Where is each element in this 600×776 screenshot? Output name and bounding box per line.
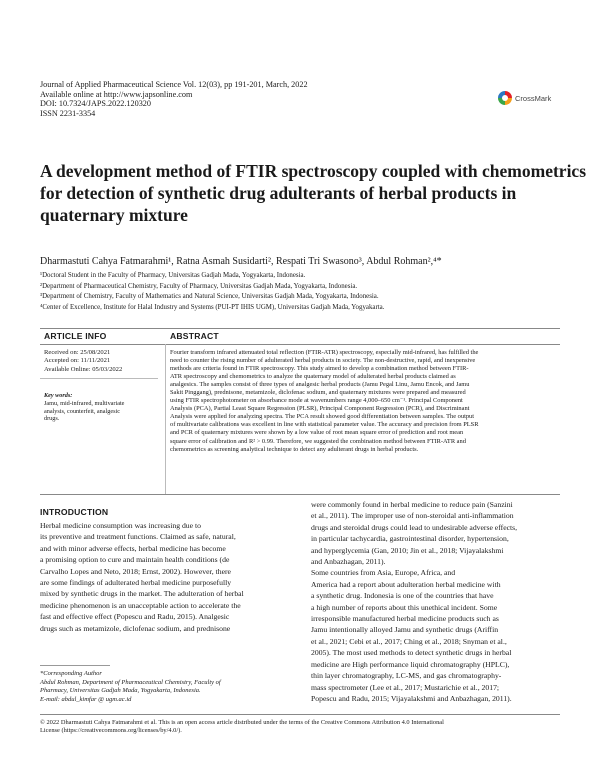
intro-line: mixed by synthetic drugs in the market. The adulteration of herbal — [40, 589, 244, 599]
intro-line: Popescu and Radu, 2015; Vijayalakshmi and Anbazhagan, 2011). — [311, 693, 512, 703]
journal-citation: Journal of Applied Pharmaceutical Science Vol. 12(03), pp 191-201, March, 2022 — [40, 80, 308, 89]
journal-issn: ISSN 2231-3354 — [40, 108, 96, 118]
divider — [40, 714, 560, 715]
intro-right-column — [311, 499, 517, 704]
column-divider — [165, 344, 166, 494]
license-line[interactable]: License (https://creativecommons.org/licenses/by/4.0/). — [40, 727, 182, 735]
intro-line: medicine phenomenon is an unacceptable action to accelerate the — [40, 600, 241, 610]
abstract-line: square error of calibration and R² > 0.99. Therefore, we suggested the combination method between FTIR-ATR and — [170, 437, 466, 445]
intro-line: Carvalho Lopes and Neto, 2018; Ernst, 2002). However, there — [40, 566, 231, 576]
divider — [40, 378, 158, 379]
intro-line: et al., 2021; Cebi et al., 2017; Ching et al., 2018; Snyman et al., — [311, 636, 507, 646]
article-title — [40, 160, 587, 226]
article-dates — [44, 349, 122, 374]
intro-line: medicine are High performance liquid chromatography (HPLC), — [311, 659, 510, 669]
intro-line: its preventive and treatment functions. Claimed as safe, natural, — [40, 532, 236, 542]
intro-line: and with minor adverse effects, herbal medicine has become — [40, 543, 226, 553]
intro-line: Some countries from Asia, Europe, Africa, and — [311, 568, 456, 578]
intro-line: America had a report about adulteration herbal medicine with — [311, 579, 501, 589]
journal-doi[interactable]: DOI: 10.7324/JAPS.2022.120320 — [40, 99, 151, 109]
crossmark-icon — [498, 91, 512, 105]
intro-line: and hyperglycemia (Gan, 2010; Jin et al., 2018; Vijayalakshmi — [311, 545, 504, 555]
abstract-line: and PCR of quaternary mixtures were shown by a low value of root mean square error of prediction and root mean — [170, 429, 464, 437]
license-line: © 2022 Dharmastuti Cahya Fatmarahmi et al. This is an open access article distributed under the terms of the Creative Commons Attribution 4.0 International — [40, 719, 444, 726]
abstract-line: ATR spectroscopy and chemometrics to analyze the quaternary model of adulterated herbal products claimed as — [170, 373, 456, 381]
divider — [40, 328, 560, 329]
corr-line: *Corresponding Author — [40, 670, 102, 677]
abstract-line: of multivariate calibrations was excellent in line with statistical parameter value. The accuracy and precision from PLSR — [170, 421, 479, 429]
affiliation-item: ⁴Center of Excellence, Institute for Halal Industry and Systems (PUI-PT IHIS UGM), Universitas Gadjah Mada, Yogyakarta. — [40, 303, 385, 311]
title-line: A development method of FTIR spectroscopy coupled with chemometrics — [40, 161, 587, 181]
intro-line: thin layer chromatography, LC-MS, and gas chromatography- — [311, 671, 502, 681]
corresponding-author — [40, 670, 221, 704]
intro-left-column — [40, 520, 244, 634]
intro-line: a high number of reports about this unethical incident. Some — [311, 602, 498, 612]
corr-line: Abdul Rohman, Department of Pharmaceutical Chemistry, Faculty of — [40, 678, 221, 686]
keywords-line: analysis, counterfeit, analgesic — [44, 407, 120, 415]
journal-header — [40, 80, 308, 118]
intro-line: a synthetic drug. Indonesia is one of the countries that have — [311, 591, 494, 601]
intro-line: drugs and steroidal drugs could lead to undesirable adverse effects, — [311, 522, 518, 532]
intro-line: drugs such as metamizole, diclofenac sodium, and prednisone — [40, 623, 231, 633]
intro-line: 2005). The most used methods to detect synthetic drugs in herbal — [311, 648, 512, 658]
accepted-date: Accepted on: 11/11/2021 — [44, 357, 111, 365]
corr-line: Pharmacy, Universitas Gadjah Mada, Yogyakarta, Indonesia. — [40, 687, 201, 694]
license-notice — [40, 719, 444, 735]
intro-line: were commonly found in herbal medicine to reduce pain (Sanzini — [311, 500, 513, 509]
author-list: Dharmastuti Cahya Fatmarahmi¹, Ratna Asmah Susidarti², Respati Tri Swasono³, Abdul Rohman²,⁴* — [40, 256, 442, 267]
affiliation-item: ¹Doctoral Student in the Faculty of Pharmacy, Universitas Gadjah Mada, Yogyakarta, Indonesia. — [40, 272, 306, 279]
intro-line: mass spectrometer (Lee et al., 2017; Mustarichie et al., 2017; — [311, 682, 500, 692]
introduction-heading: INTRODUCTION — [40, 507, 109, 517]
online-date: Available Online: 05/03/2022 — [44, 365, 123, 373]
abstract-line: Analysis were applied for analyzing spectra. The PCA result showed good differentiation between samples. The output — [170, 413, 475, 421]
divider — [40, 344, 560, 345]
footnote-rule — [40, 665, 110, 666]
abstract-body — [170, 349, 478, 454]
affiliation-item: ³Department of Chemistry, Faculty of Mathematics and Natural Science, Universitas Gadjah Mada, Yogyakarta, Indonesia. — [40, 293, 379, 300]
intro-line: in particular tachycardia, gastrointestinal disorder, hypertension, — [311, 534, 509, 544]
keywords-line: Jamu, mid-infrared, multivariate — [44, 399, 125, 407]
crossmark-label: CrossMark — [515, 93, 552, 103]
intro-line: fast and effective effect (Popescu and Radu, 2015). Analgesic — [40, 612, 230, 622]
intro-line: a promising option to cure and maintain health conditions (de — [40, 555, 230, 565]
abstract-line: analgesics. The samples consist of three types of analgesic herbal products (Jamu Pegal Linu, Jamu Encok, and Jamu — [170, 381, 470, 389]
keywords-line: drugs. — [44, 415, 60, 423]
affiliation-item: ²Department of Pharmaceutical Chemistry, Faculty of Pharmacy, Universitas Gadjah Mada, Yogyakarta, Indonesia. — [40, 282, 358, 290]
intro-line: Jamu intentionally alloyed Jamu and synthetic drugs (Ariffin — [311, 625, 499, 635]
article-info-heading: ARTICLE INFO — [44, 331, 107, 341]
divider — [40, 494, 560, 495]
received-date: Received on: 25/08/2021 — [44, 349, 111, 356]
abstract-line: methods are criteria found in FTIR spectroscopy. This study aimed to develop a combination method between FTIR- — [170, 365, 469, 373]
intro-line: Herbal medicine consumption was increasing due to — [40, 521, 201, 530]
intro-line: are some findings of adulterated herbal medicine purposefully — [40, 578, 232, 588]
keywords-label: Key words: — [44, 392, 73, 399]
affiliations — [40, 271, 384, 313]
abstract-line: chemometrics as screening analytical technique to detect any adulterant drugs in herbal products. — [170, 445, 419, 453]
abstract-heading: ABSTRACT — [170, 331, 219, 341]
abstract-line: Fourier transform infrared attenuated total reflection (FTIR-ATR) spectroscopy, especially mid-infrared, has fulfilled the — [170, 349, 479, 356]
corr-email[interactable]: E-mail: abdul_kimfar @ ugm.ac.id — [40, 695, 132, 703]
abstract-line: Sakit Pinggang), prednisone, metamizole, diclofenac sodium, and quaternary mixtures were prepared and measured — [170, 389, 466, 397]
abstract-line: using FTIR spectrophotometer on absorbance mode at wavenumbers range 4,000–650 cm⁻¹. Principal Component — [170, 397, 463, 405]
title-line: quaternary mixture — [40, 205, 188, 225]
crossmark-badge[interactable] — [498, 90, 560, 106]
abstract-line: need to counter the rising number of adulterated herbal products in society. The non-destructive, rapid, and inexpensive — [170, 357, 476, 365]
intro-line: irresponsible manufactured herbal medicine products such as — [311, 614, 499, 624]
journal-availability[interactable]: Available online at http://www.japsonline.com — [40, 89, 193, 99]
abstract-line: Analysis (PCA), Partial Least Square Regression (PLSR), Principal Component Regression (PCR), and Discriminant — [170, 405, 470, 413]
intro-line: et al., 2011). The improper use of non-steroidal anti-inflammation — [311, 511, 514, 521]
title-line: for detection of synthetic drug adulterants of herbal products in — [40, 183, 517, 203]
keywords — [44, 392, 124, 423]
intro-line: and Anbazhagan, 2011). — [311, 557, 386, 567]
